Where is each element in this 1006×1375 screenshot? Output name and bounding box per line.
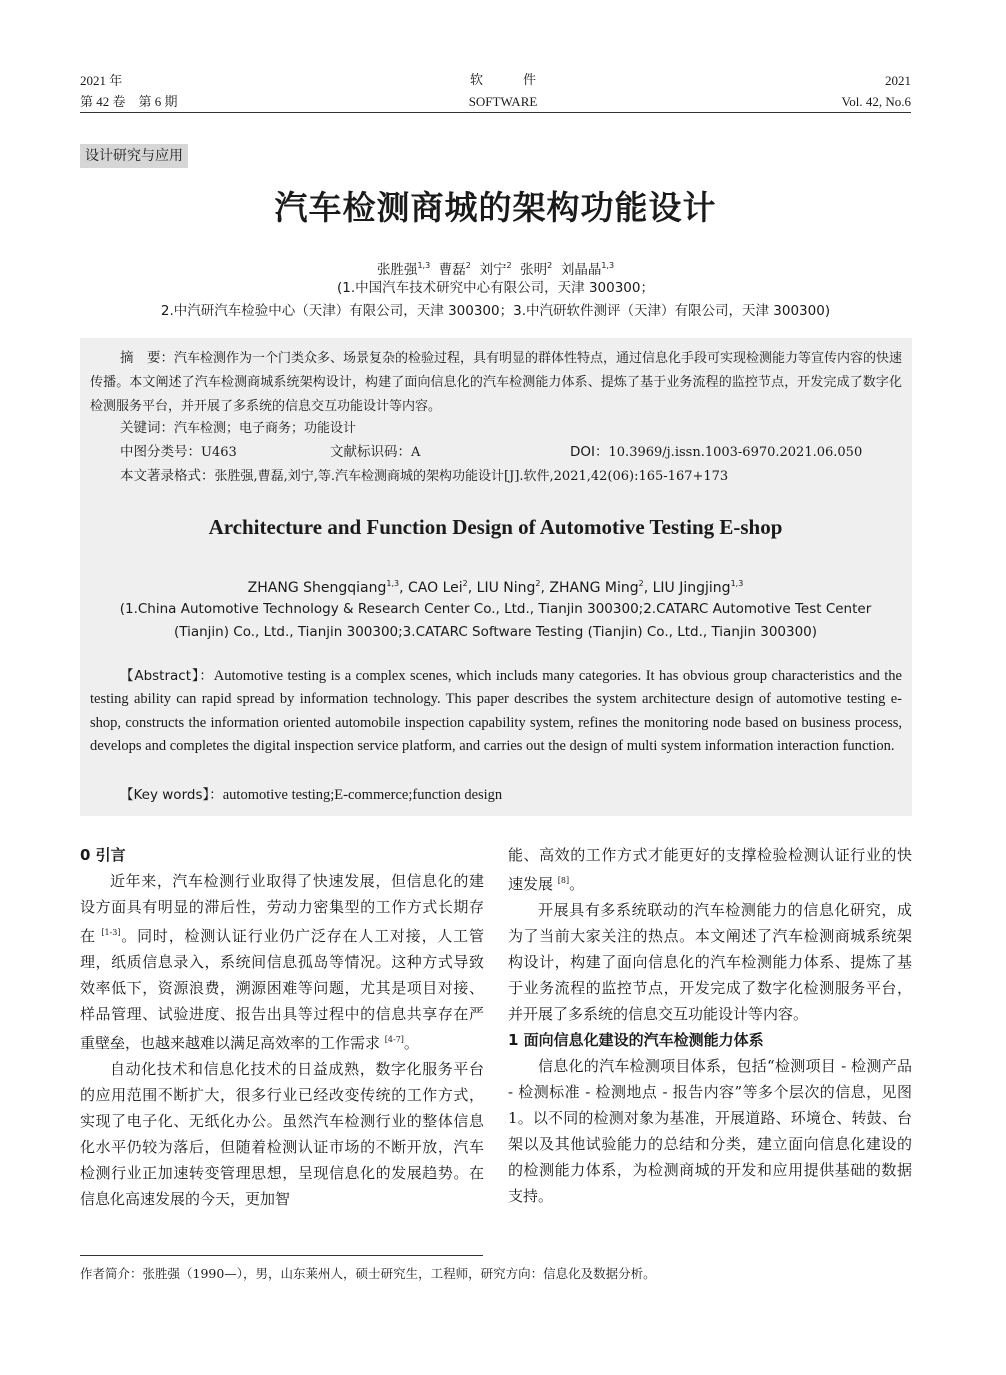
keywords-cn-label: 关键词：: [120, 420, 174, 436]
author-name: 曹磊: [438, 262, 466, 278]
section-tag: 设计研究与应用: [80, 144, 188, 168]
abstract-cn-label: 摘 要：: [120, 350, 174, 366]
author-name: 刘晶晶: [560, 262, 602, 278]
section-1-heading: 1 面向信息化建设的汽车检测能力体系: [508, 1031, 764, 1049]
body-left-column: [80, 842, 484, 1212]
author-name-en: LIU Jingjing: [652, 580, 731, 596]
intro-paragraph-1: [80, 868, 484, 1056]
citation-ref: [1-3]: [101, 928, 121, 937]
citation-text: 张胜强,曹磊,刘宁,等.汽车检测商城的架构功能设计[J].软件,2021,42(06):165-167+173: [214, 469, 729, 484]
affiliation-en-line1: (1.China Automotive Technology & Research Center Co., Ltd., Tianjin 300300;2.CATARC Automotive Test Center: [119, 601, 872, 617]
running-header-center: [403, 70, 603, 112]
author-affil-mark: 2: [462, 579, 468, 588]
issue-volume-right: Vol. 42, No.6: [841, 94, 911, 109]
intro-paragraph-3: 开展具有多系统联动的汽车检测能力的信息化研究，成为了当前大家关注的热点。本文阐述了汽车检测商城系统架构设计，构建了面向信息化的汽车检测能力体系、提炼了基于业务流程的监控节点，开发完成了数字化检测服务平台，并开展了多系统的信息交互功能设计等内容。: [508, 901, 912, 1023]
intro-p2-cont-end: 。: [569, 875, 585, 893]
author-bio-footnote: 作者简介：张胜强（1990—），男，山东莱州人，硕士研究生，工程师，研究方向：信息化及数据分析。: [80, 1266, 656, 1281]
intro-paragraph-2: 自动化技术和信息化技术的日益成熟，数字化服务平台的应用范围不断扩大，很多行业已经改变传统的工作方式，实现了电子化、无纸化办公。虽然汽车检测行业的整体信息化水平仍较为落后，但随着检测认证市场的不断开放，汽车检测行业正加速转变管理思想，呈现信息化的发展趋势。在信息化高速发展的今天，更加智: [80, 1060, 484, 1208]
issue-year: 2021 年: [80, 73, 123, 88]
keywords-en: [120, 784, 502, 806]
author-name-en: ZHANG Shengqiang: [247, 580, 387, 596]
header-rule: [80, 112, 911, 113]
citation-label: 本文著录格式：: [120, 468, 215, 484]
citation-line: [120, 466, 728, 487]
keywords-cn-text: 汽车检测；电子商务；功能设计: [174, 421, 357, 436]
author-affil-mark: 1,3: [386, 579, 400, 588]
author-name-en: ZHANG Ming: [549, 580, 639, 596]
affiliation-cn-line2: 2.中汽研汽车检验中心（天津）有限公司，天津 300300；3.中汽研软件测评（天津）有限公司，天津 300300): [160, 303, 831, 319]
doc-code: A: [411, 445, 421, 460]
author-affil-mark: 2: [506, 261, 512, 270]
keywords-cn: [120, 418, 356, 439]
author-name-en: CAO Lei: [408, 580, 463, 596]
running-header-left: [80, 70, 178, 112]
doi-line: [570, 442, 862, 463]
intro-paragraph-2-cont: [508, 842, 912, 897]
citation-ref: [8]: [557, 876, 570, 885]
author-name: 刘宁: [479, 262, 507, 278]
citation-ref: [4-7]: [384, 1035, 404, 1044]
abstract-cn: [90, 346, 902, 419]
body-right-column: [508, 842, 912, 1209]
affiliation-en-line2: (Tianjin) Co., Ltd., Tianjin 300300;3.CATARC Software Testing (Tianjin) Co., Ltd., Tianjin 300300): [173, 624, 818, 640]
keywords-en-label: 【Key words】：: [120, 787, 223, 803]
intro-p2-cont-text: 能、高效的工作方式才能更好的支撑检验检测认证行业的快速发展: [508, 846, 912, 893]
doc-code-label: 文献标识码：: [330, 444, 411, 460]
author-affil-mark: 2: [465, 261, 471, 270]
abstract-en-text: Automotive testing is a complex scenes, which includs many categories. It has obvious group characteristics and the testing ability can rapid spread by information technology. This paper describes the system architecture design of automotive testing e-shop, constructs the information oriented automobile inspection capability system, refines the monitoring node based on business process, develops and completes the digital inspection service platform, and carries out the design of multi system information interaction function.: [90, 668, 902, 755]
keywords-en-text: automotive testing;E-commerce;function design: [222, 787, 503, 803]
abstract-cn-text: 汽车检测作为一个门类众多、场景复杂的检验过程，具有明显的群体性特点，通过信息化手段可实现检测能力等宣传内容的快速传播。本文阐述了汽车检测商城系统架构设计，构建了面向信息化的汽车检测能力体系、提炼了基于业务流程的监控节点，开发完成了数字化检测服务平台，并开展了多系统的信息交互功能设计等内容。: [90, 351, 903, 414]
abstract-en-label: 【Abstract】：: [120, 668, 214, 684]
affiliation-cn-line1: (1.中国汽车技术研究中心有限公司，天津 300300；: [337, 280, 654, 296]
author-list-en: ZHANG Shengqiang$^{1,3}$, CAO Lei$^2$, LIU Ning$^2$, ZHANG Ming$^2$, LIU Jingjing$^{1,3}$: [247, 579, 744, 596]
classification-line: [120, 442, 237, 463]
clc-code: U463: [201, 445, 237, 460]
author-affil-mark: 2: [535, 579, 541, 588]
doi-label: DOI：: [570, 444, 609, 460]
author-affil-mark: 1,3: [601, 261, 615, 270]
intro-p1-text: 近年来，汽车检测行业取得了快速发展，但信息化的建设方面具有明显的滞后性，劳动力密集型的工作方式长期存在: [80, 872, 484, 945]
section-0-heading: 0 引言: [80, 846, 126, 864]
paper-title-cn: 汽车检测商城的架构功能设计: [274, 188, 717, 227]
author-affil-mark: 1,3: [730, 579, 744, 588]
author-list-cn: [80, 256, 911, 280]
doi-value: 10.3969/j.issn.1003-6970.2021.06.050: [608, 445, 863, 460]
issue-year-right: 2021: [885, 73, 911, 88]
author-affil-mark: 1,3: [417, 261, 431, 270]
author-name: 张明: [520, 262, 548, 278]
intro-p1-end: 。: [403, 1034, 419, 1052]
journal-name-cn: 软件: [469, 73, 576, 88]
intro-p1-text-cont: 。同时，检测认证行业仍广泛存在人工对接，人工管理，纸质信息录入，系统间信息孤岛等情况。这种方式导致效率低下，资源浪费，溯源困难等问题，尤其是项目对接、样品管理、试验进度、报告出具等过程中的信息共享存在严重壁垒，也越来越难以满足高效率的工作需求: [80, 927, 484, 1052]
author-affil-mark: 2: [547, 261, 553, 270]
doc-code-line: [330, 442, 420, 463]
section-1-paragraph-1: 信息化的汽车检测项目体系，包括“检测项目 - 检测产品 - 检测标准 - 检测地点 - 报告内容”等多个层次的信息，见图 1。以不同的检测对象为基准，开展道路、环境仓、转鼓、台架以及其他试验能力的总结和分类，建立面向信息化建设的的检测能力体系，为检测商城的开发和应用提供基础的数据支持。: [508, 1057, 912, 1205]
author-affil-mark: 2: [638, 579, 644, 588]
paper-title-en: Architecture and Function Design of Automotive Testing E-shop: [208, 515, 783, 539]
abstract-en: [90, 665, 902, 759]
author-name-en: LIU Ning: [476, 580, 536, 596]
issue-volume: 第 42 卷 第 6 期: [80, 94, 178, 109]
running-header-right: [842, 70, 911, 112]
author-name: 张胜强: [376, 262, 418, 278]
footnote-rule: [80, 1255, 483, 1256]
clc-label: 中图分类号：: [120, 444, 201, 460]
journal-name-en: SOFTWARE: [468, 94, 538, 109]
